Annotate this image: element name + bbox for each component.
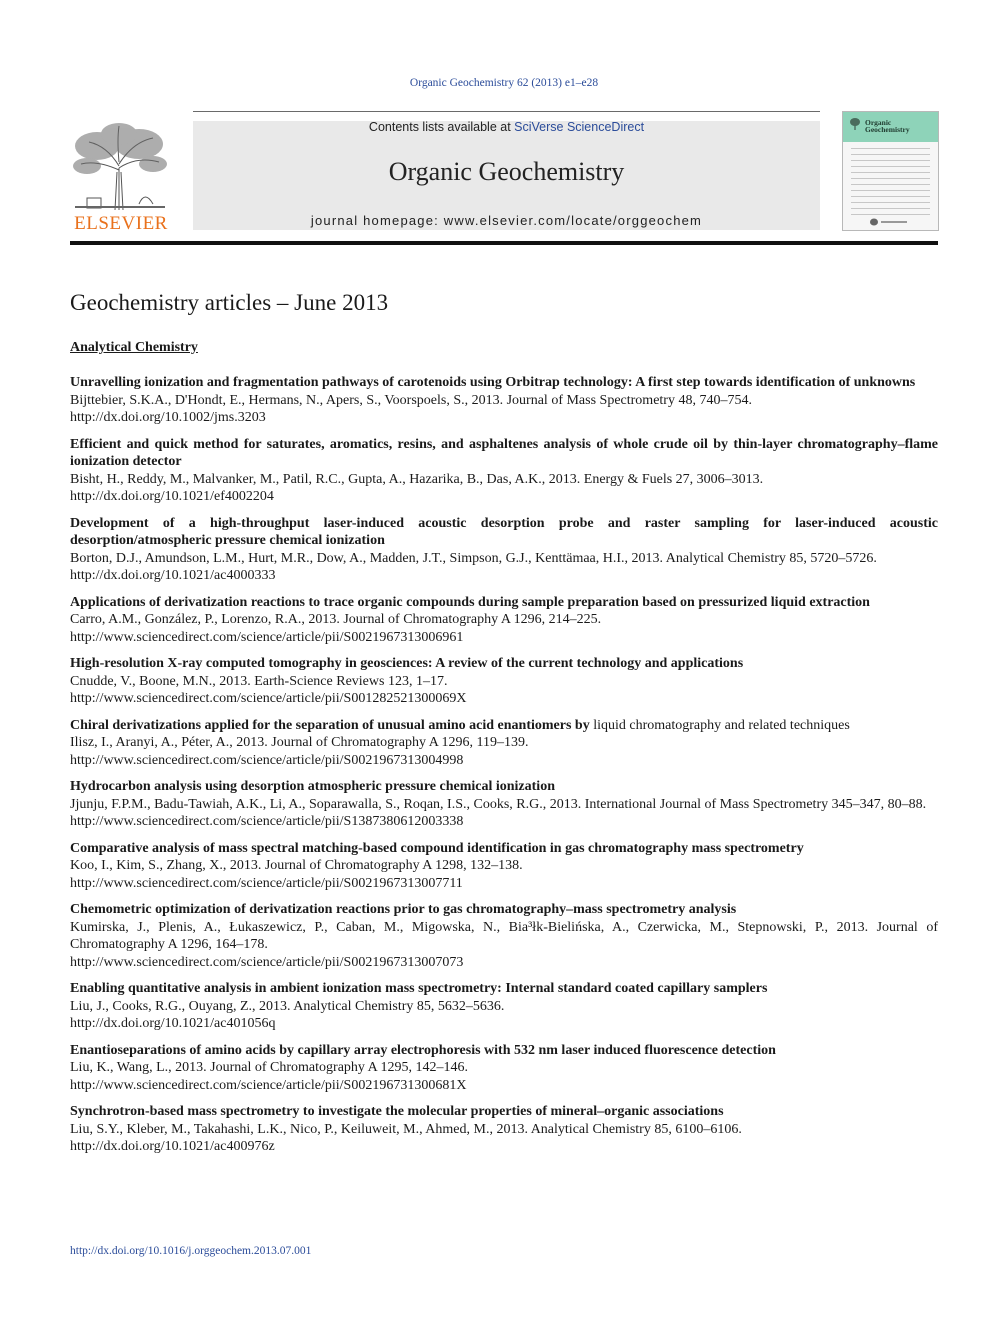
article-title-text: Enantioseparations of amino acids by capillary array electrophoresis with 532 nm laser induced fluorescence detection bbox=[70, 1042, 776, 1058]
article-link[interactable]: http://www.sciencedirect.com/science/article/pii/S002196731300681X bbox=[70, 1077, 467, 1093]
article-link[interactable]: http://www.sciencedirect.com/science/article/pii/S0021967313006961 bbox=[70, 629, 464, 645]
article-title-tail: liquid chromatography and related techniques bbox=[589, 717, 850, 733]
article-reference: Bisht, H., Reddy, M., Malvanker, M., Patil, R.C., Gupta, A., Hazarika, B., Das, A.K., 2013. Energy & Fuels 27, 3006–3013. bbox=[70, 471, 764, 487]
article-title-text: Comparative analysis of mass spectral matching-based compound identification in gas chromatography mass spectrometry bbox=[70, 840, 804, 856]
article-reference: Liu, K., Wang, L., 2013. Journal of Chromatography A 1295, 142–146. bbox=[70, 1060, 468, 1075]
elsevier-wordmark: ELSEVIER bbox=[74, 213, 168, 234]
contents-availability bbox=[193, 120, 820, 134]
article-reference: Liu, S.Y., Kleber, M., Takahashi, L.K., Nico, P., Keiluweit, M., Ahmed, M., 2013. Analytical Chemistry 85, 6100–6106. bbox=[70, 1121, 742, 1137]
article-title-text: Chiral derivatizations applied for the separation of unusual amino acid enantiomers by bbox=[70, 717, 590, 733]
article-entry bbox=[70, 1042, 938, 1095]
article-link[interactable]: http://dx.doi.org/10.1002/jms.3203 bbox=[70, 410, 266, 425]
article-reference: Bijttebier, S.K.A., D'Hondt, E., Hermans, N., Apers, S., Voorspoels, S., 2013. Journal of Mass Spectrometry 48, 740–754. bbox=[70, 392, 752, 408]
article-title bbox=[70, 980, 938, 998]
article-title-text: High-resolution X-ray computed tomography in geosciences: A review of the current technology and applications bbox=[70, 656, 744, 671]
article-title-text: Development of a high-throughput laser-induced acoustic desorption probe and raster sampling for laser-induced acoustic desorption/atmospheric pressure chemical ionization bbox=[70, 515, 938, 548]
article-title bbox=[70, 594, 938, 612]
cover-publisher-icon bbox=[869, 217, 909, 227]
article-entry bbox=[70, 594, 938, 647]
article-entry bbox=[70, 515, 938, 585]
article-title bbox=[70, 515, 938, 550]
article-title-text: Chemometric optimization of derivatization reactions prior to gas chromatography–mass spectrometry analysis bbox=[70, 902, 737, 917]
section-heading: Analytical Chemistry bbox=[70, 340, 198, 355]
article-entry bbox=[70, 901, 938, 971]
article-title-text: Synchrotron-based mass spectrometry to investigate the molecular properties of mineral–organic associations bbox=[70, 1104, 724, 1119]
article-title-text: Enabling quantitative analysis in ambient ionization mass spectrometry: Internal standard coated capillary samplers bbox=[70, 981, 768, 996]
article-title bbox=[70, 436, 938, 471]
article-title-text: Applications of derivatization reactions to trace organic compounds during sample preparation based on pressurized liquid extraction bbox=[70, 594, 870, 610]
article-title bbox=[70, 778, 938, 796]
journal-citation-link[interactable]: Organic Geochemistry 62 (2013) e1–e28 bbox=[409, 77, 599, 89]
article-entry bbox=[70, 436, 938, 506]
article-reference: Cnudde, V., Boone, M.N., 2013. Earth-Science Reviews 123, 1–17. bbox=[70, 673, 448, 689]
article-list bbox=[70, 374, 938, 1165]
article-title bbox=[70, 901, 938, 919]
cover-text-lines bbox=[851, 148, 930, 220]
article-link[interactable]: http://www.sciencedirect.com/science/article/pii/S0021967313004998 bbox=[70, 752, 464, 768]
article-link[interactable]: http://www.sciencedirect.com/science/article/pii/S001282521300069X bbox=[70, 691, 467, 706]
article-link[interactable]: http://www.sciencedirect.com/science/article/pii/S1387380612003338 bbox=[70, 814, 464, 829]
article-title bbox=[70, 655, 938, 673]
article-reference: Koo, I., Kim, S., Zhang, X., 2013. Journal of Chromatography A 1298, 132–138. bbox=[70, 858, 523, 873]
footer-doi-link[interactable]: http://dx.doi.org/10.1016/j.orggeochem.2013.07.001 bbox=[70, 1245, 312, 1257]
cover-title: Organic Geochemistry bbox=[865, 118, 910, 134]
article-entry bbox=[70, 840, 938, 893]
header-divider bbox=[193, 111, 820, 112]
cover-tree-icon bbox=[849, 117, 861, 131]
article-title-text: Efficient and quick method for saturates, aromatics, resins, and asphaltenes analysis of whole crude oil by thin-layer chromatography–flame ionization detector bbox=[70, 436, 938, 469]
article-title bbox=[70, 840, 938, 858]
article-entry bbox=[70, 1103, 938, 1156]
article-entry bbox=[70, 717, 938, 770]
article-reference: Kumirska, J., Plenis, A., Łukaszewicz, P., Caban, M., Migowska, N., Bia³łk-Bielińska, A., Czerwicka, M., Stepnowski, P., 2013. Journal of Chromatography A 1296, 164–178. bbox=[70, 919, 938, 952]
sciencedirect-link[interactable]: SciVerse ScienceDirect bbox=[514, 120, 645, 134]
article-reference: Jjunju, F.P.M., Badu-Tawiah, A.K., Li, A., Soparawalla, S., Roqan, I.S., Cooks, R.G., 2013. International Journal of Mass Spectrometry 345–347, 80–88. bbox=[70, 796, 927, 812]
journal-title: Organic Geochemistry bbox=[388, 157, 625, 186]
article-reference: Carro, A.M., González, P., Lorenzo, R.A., 2013. Journal of Chromatography A 1296, 214–225. bbox=[70, 612, 602, 627]
article-reference: Borton, D.J., Amundson, L.M., Hurt, M.R., Dow, A., Madden, J.T., Simpson, G.J., Kenttämaa, H.I., 2013. Analytical Chemistry 85, 5720–5726. bbox=[70, 550, 877, 566]
header-thick-rule bbox=[70, 241, 938, 245]
article-reference: Ilisz, I., Aranyi, A., Péter, A., 2013. Journal of Chromatography A 1296, 119–139. bbox=[70, 735, 529, 750]
article-link[interactable]: http://dx.doi.org/10.1021/ef4002204 bbox=[70, 489, 274, 504]
contents-prefix: Contents lists available at bbox=[368, 120, 515, 134]
journal-cover-thumbnail[interactable] bbox=[842, 111, 939, 231]
article-title bbox=[70, 1042, 938, 1060]
article-entry bbox=[70, 778, 938, 831]
article-title bbox=[70, 717, 938, 735]
article-entry bbox=[70, 374, 938, 427]
article-link[interactable]: http://dx.doi.org/10.1021/ac4000333 bbox=[70, 568, 276, 583]
journal-homepage-link[interactable]: journal homepage: www.elsevier.com/locate/orggeochem bbox=[310, 213, 703, 228]
article-entry bbox=[70, 655, 938, 708]
page-title: Geochemistry articles – June 2013 bbox=[70, 290, 389, 315]
article-entry bbox=[70, 980, 938, 1033]
article-title bbox=[70, 374, 938, 392]
article-title bbox=[70, 1103, 938, 1121]
article-link[interactable]: http://www.sciencedirect.com/science/article/pii/S0021967313007073 bbox=[70, 954, 464, 970]
article-link[interactable]: http://dx.doi.org/10.1021/ac400976z bbox=[70, 1139, 275, 1154]
article-link[interactable]: http://www.sciencedirect.com/science/article/pii/S0021967313007711 bbox=[70, 875, 463, 891]
article-link[interactable]: http://dx.doi.org/10.1021/ac401056q bbox=[70, 1016, 276, 1031]
article-title-text: Hydrocarbon analysis using desorption atmospheric pressure chemical ionization bbox=[70, 779, 555, 794]
article-title-text: Unravelling ionization and fragmentation pathways of carotenoids using Orbitrap technology: A first step towards identification of unknowns bbox=[70, 375, 916, 390]
article-reference: Liu, J., Cooks, R.G., Ouyang, Z., 2013. Analytical Chemistry 85, 5632–5636. bbox=[70, 998, 505, 1014]
